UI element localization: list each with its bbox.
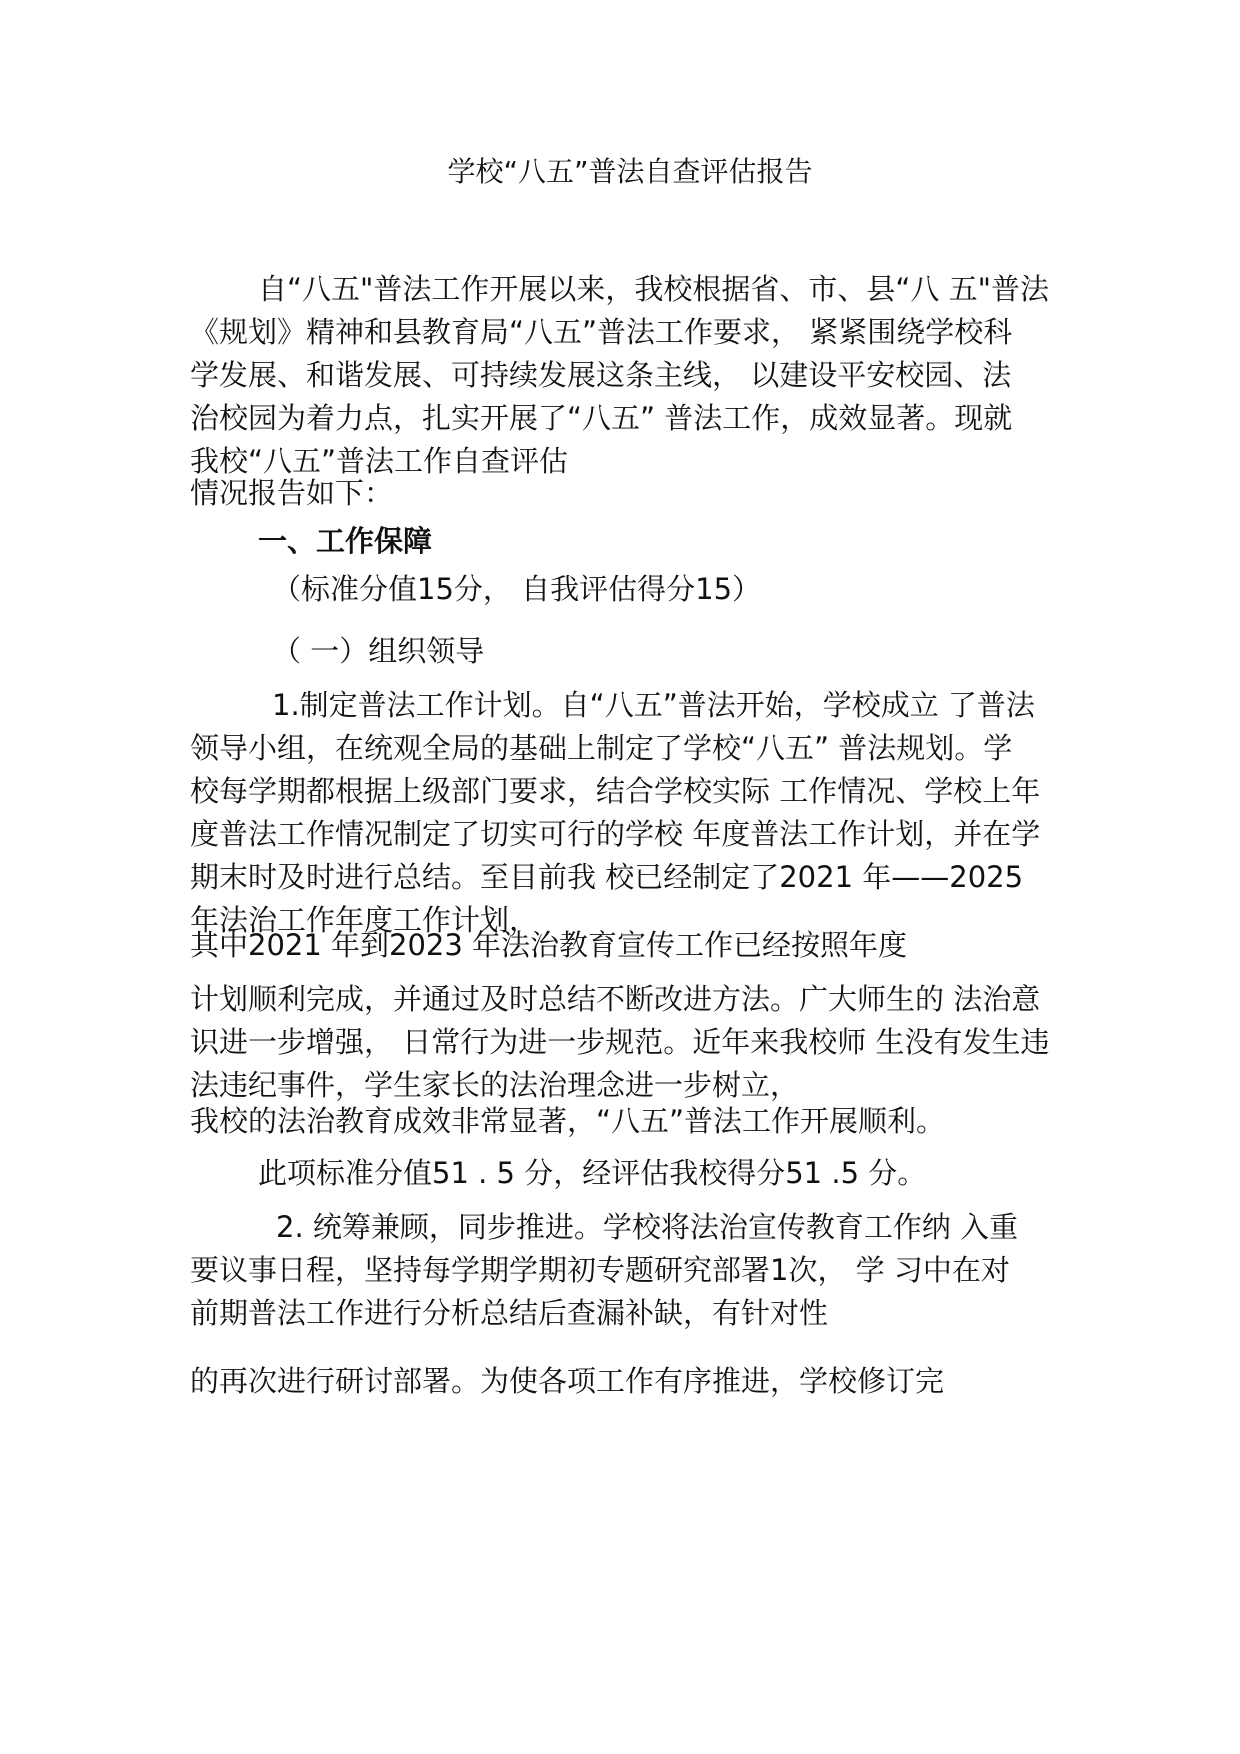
score-note-text: （标准分值15分， 自我评估得分15） xyxy=(272,572,762,606)
text-line: 要议事日程，坚持每学期学期初专题研究部署1次， 学 习中在对 xyxy=(190,1253,1010,1287)
sub-heading-text: （ 一）组织领导 xyxy=(272,634,485,668)
item1-paragraph-c xyxy=(190,978,1090,1107)
text-line: 年法治工作年度工作计划， xyxy=(190,903,539,937)
intro-continuation xyxy=(190,472,1090,515)
intro-paragraph xyxy=(190,268,1090,483)
text-line: 我校“八五”普法工作自查评估 xyxy=(190,444,569,478)
section-heading-text: 一、工作保障 xyxy=(258,524,433,558)
text-line: 其中2021 年到2023 年法治教育宣传工作已经按照年度 xyxy=(190,928,908,962)
item1-line-d xyxy=(190,1100,1090,1143)
text-line: 期末时及时进行总结。至目前我 校已经制定了2021 年——2025 xyxy=(190,860,1024,894)
text-line: 前期普法工作进行分析总结后查漏补缺，有针对性 xyxy=(190,1296,829,1330)
section-heading xyxy=(190,520,1090,563)
text-line: 计划顺利完成，并通过及时总结不断改进方法。广大师生的 法治意 xyxy=(190,982,1041,1016)
item1-paragraph xyxy=(190,684,1090,942)
text-line: 情况报告如下： xyxy=(190,476,394,510)
text-line: 《规划》精神和县教育局“八五”普法工作要求， 紧紧围绕学校科 xyxy=(190,315,1013,349)
text-line: 此项标准分值51 . 5 分，经评估我校得分51 .5 分。 xyxy=(258,1156,927,1190)
text-line: 2. 统筹兼顾，同步推进。学校将法治宣传教育工作纳 入重 xyxy=(276,1210,1019,1244)
text-line: 识进一步增强， 日常行为进一步规范。近年来我校师 生没有发生违 xyxy=(190,1025,1050,1059)
item2-paragraph xyxy=(190,1206,1090,1335)
score-note xyxy=(190,568,1090,611)
text-line: 1.制定普法工作计划。自“八五”普法开始，学校成立 了普法 xyxy=(272,688,1035,722)
text-line: 法违纪事件，学生家长的法治理念进一步树立， xyxy=(190,1068,800,1102)
text-line: 自“八五"普法工作开展以来，我校根据省、市、县“八 五"普法 xyxy=(258,272,1049,306)
text-line: 领导小组，在统观全局的基础上制定了学校“八五” 普法规划。学 xyxy=(190,731,1013,765)
text-line: 校每学期都根据上级部门要求，结合学校实际 工作情况、学校上年 xyxy=(190,774,1041,808)
page-title: 学校“八五”普法自查评估报告 xyxy=(447,155,813,188)
text-line: 治校园为着力点，扎实开展了“八五” 普法工作，成效显著。现就 xyxy=(190,401,1013,435)
sub-heading xyxy=(190,630,1090,673)
text-line: 度普法工作情况制定了切实可行的学校 年度普法工作计划，并在学 xyxy=(190,817,1041,851)
text-line: 我校的法治教育成效非常显著，“八五”普法工作开展顺利。 xyxy=(190,1104,946,1138)
item1-score-line xyxy=(190,1152,1090,1195)
text-line: 的再次进行研讨部署。为使各项工作有序推进，学校修订完 xyxy=(190,1364,945,1398)
item2-line-b xyxy=(190,1360,1090,1403)
item1-line-b xyxy=(190,924,1090,967)
text-line: 学发展、和谐发展、可持续发展这条主线， 以建设平安校园、法 xyxy=(190,358,1012,392)
